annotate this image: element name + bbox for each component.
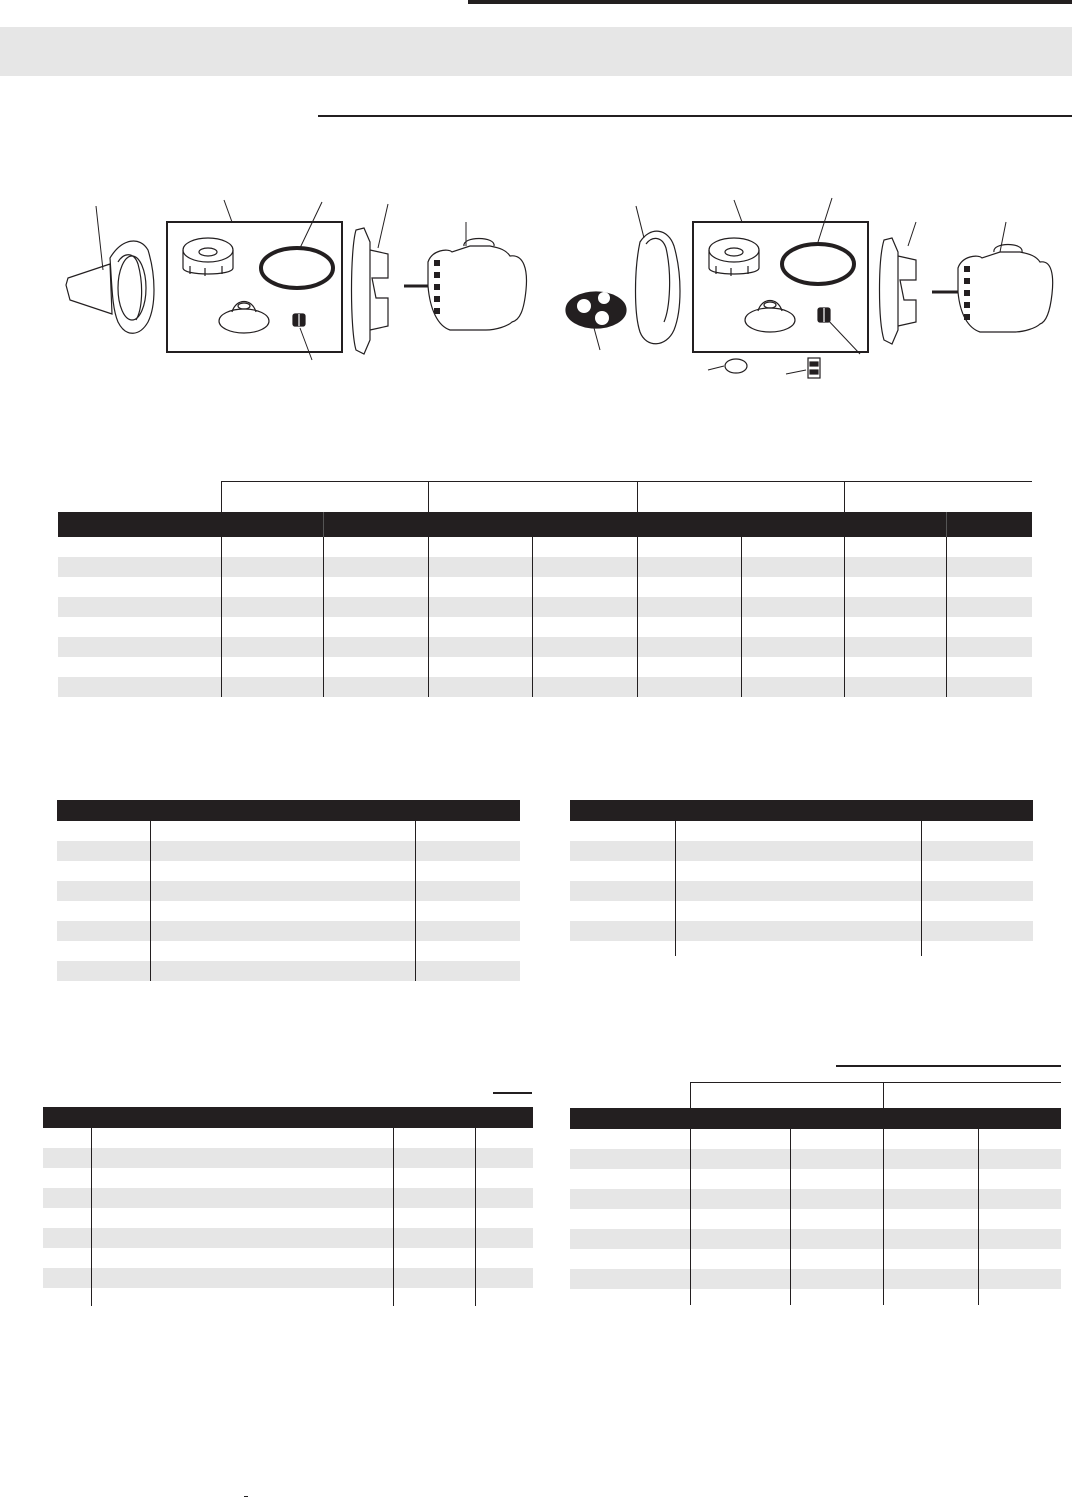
column-group-row — [570, 1083, 1061, 1108]
table-row — [43, 1188, 533, 1208]
table-row — [43, 1288, 533, 1306]
repair-kit-frame — [693, 222, 868, 352]
table-row — [570, 1149, 1061, 1169]
table-row — [570, 941, 1033, 956]
footer-mark — [244, 1496, 248, 1497]
table-row — [570, 901, 1033, 921]
table-row — [57, 921, 520, 941]
table-row — [570, 841, 1033, 861]
table-row — [58, 677, 1032, 697]
bottom-left-table — [43, 1107, 533, 1306]
table-row — [58, 657, 1032, 677]
column-group — [637, 482, 844, 512]
table-row — [57, 821, 520, 841]
column-group — [883, 1083, 1061, 1108]
top-rule — [468, 0, 1072, 4]
table-row — [570, 1169, 1061, 1189]
mid-left-table — [57, 800, 520, 981]
table-row — [570, 1249, 1061, 1269]
table-row — [58, 577, 1032, 597]
main-parts-table — [58, 481, 1032, 697]
table-row — [570, 1189, 1061, 1209]
column-group — [690, 1083, 883, 1108]
table-row — [43, 1268, 533, 1288]
table-row — [57, 941, 520, 961]
callout-leaders-left — [96, 200, 466, 360]
table-row — [570, 881, 1033, 901]
column-group — [844, 482, 1032, 512]
table-row — [570, 1209, 1061, 1229]
cap-icon — [709, 238, 759, 276]
table-row — [57, 961, 520, 981]
table-row — [43, 1208, 533, 1228]
table-row — [58, 637, 1032, 657]
table-row — [57, 901, 520, 921]
cap-icon — [183, 238, 233, 276]
table-row — [58, 597, 1032, 617]
table-row — [58, 537, 1032, 557]
table-row — [58, 557, 1032, 577]
washer-icon — [219, 302, 269, 334]
table-row — [57, 881, 520, 901]
table-row — [43, 1168, 533, 1188]
callout-leaders-right — [594, 198, 1006, 374]
o-ring-icon — [782, 244, 854, 284]
table-header-row — [570, 800, 1033, 821]
table-header-row — [57, 800, 520, 821]
stem-retainer-icon — [293, 314, 305, 326]
column-group — [221, 482, 428, 512]
table-row — [58, 617, 1032, 637]
table-row — [570, 1129, 1061, 1149]
table-row — [43, 1148, 533, 1168]
mid-right-table — [570, 800, 1033, 956]
column-group-row — [58, 482, 1032, 512]
table-row — [43, 1228, 533, 1248]
cartridge-icon — [880, 238, 1053, 344]
table-row — [57, 841, 520, 861]
section-rule — [318, 115, 1072, 117]
table-row — [570, 1289, 1061, 1305]
exploded-parts-diagram — [0, 190, 1072, 400]
table-header-row — [43, 1107, 533, 1128]
title-band — [0, 27, 1072, 76]
handle-icon — [66, 241, 154, 333]
table-header-row — [58, 512, 1032, 537]
bottom-right-table — [570, 1082, 1061, 1305]
o-ring-icon — [261, 248, 333, 288]
table-row — [570, 1269, 1061, 1289]
table-row — [57, 861, 520, 881]
table-row — [43, 1128, 533, 1148]
seat-icon — [808, 358, 820, 378]
handle-icon — [636, 231, 681, 344]
small-o-ring-icon — [725, 359, 747, 373]
gasket-icon — [566, 292, 626, 328]
table-row — [570, 861, 1033, 881]
table-row — [570, 821, 1033, 841]
table-header-row — [570, 1108, 1061, 1129]
column-group-rule — [493, 1092, 532, 1094]
table-row — [43, 1248, 533, 1268]
table-row — [570, 921, 1033, 941]
column-group — [428, 482, 637, 512]
table-row — [570, 1229, 1061, 1249]
washer-icon — [745, 301, 795, 333]
table-title-rule — [836, 1065, 1061, 1067]
